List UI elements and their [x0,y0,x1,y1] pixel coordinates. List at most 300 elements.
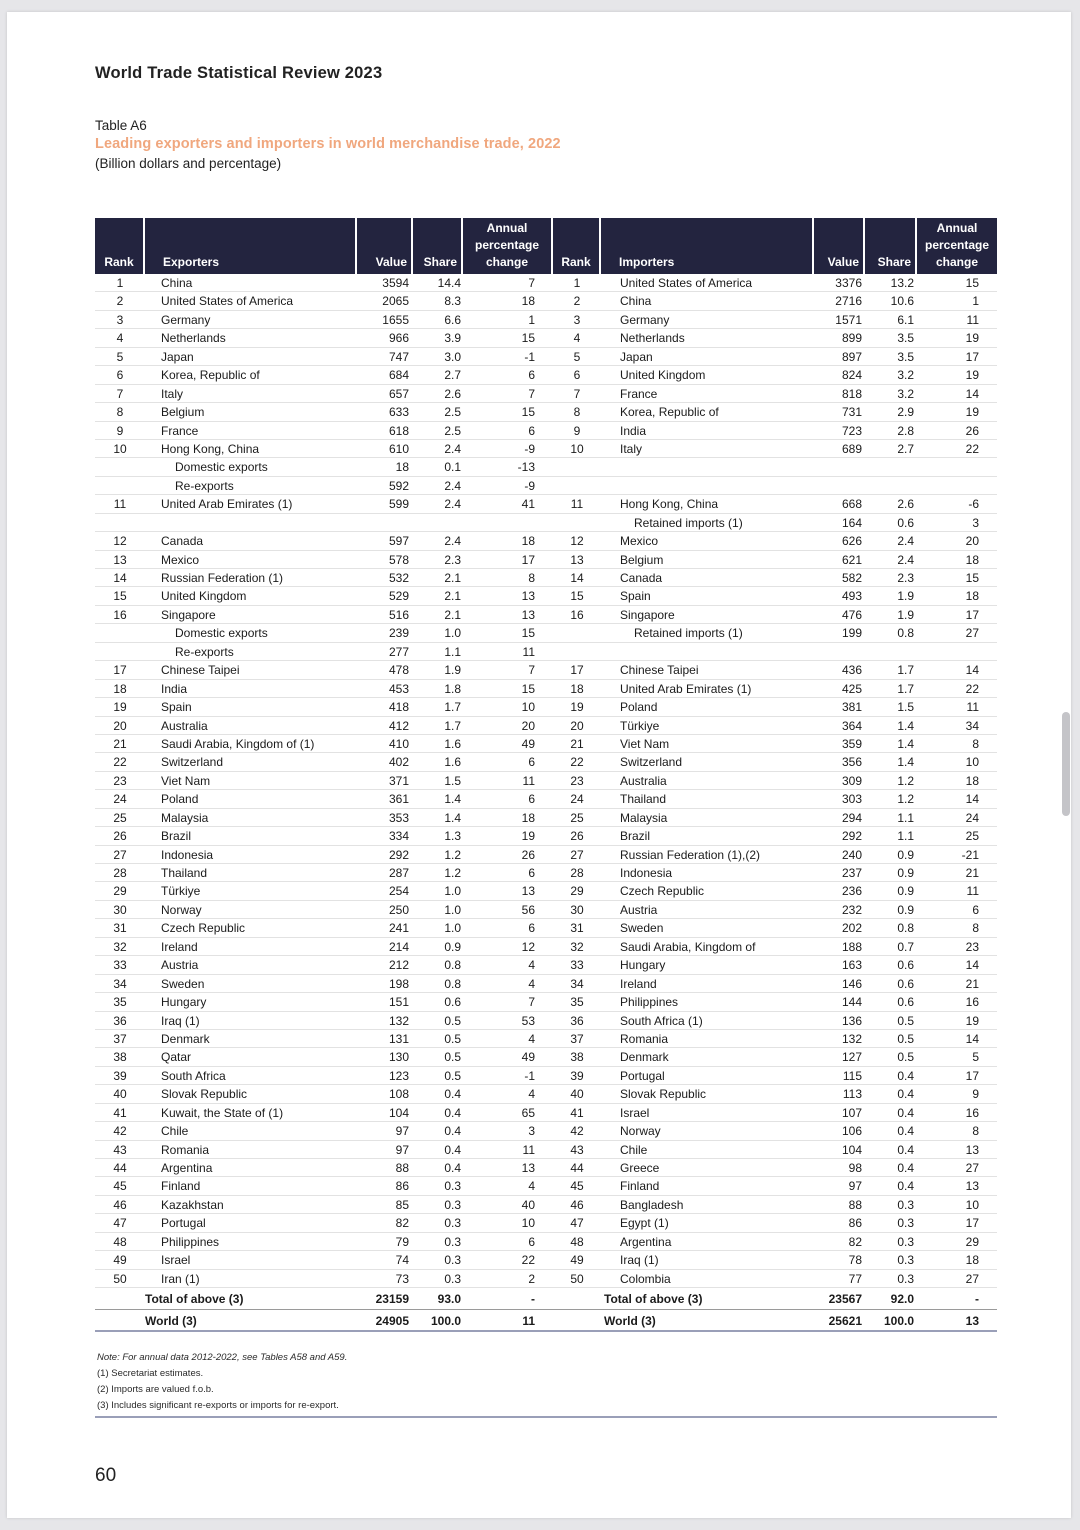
export-change: 11 [522,1142,535,1157]
import-value: 115 [842,1068,862,1083]
import-value: 199 [841,626,862,641]
table-row [95,514,997,532]
import-value: 292 [841,829,862,844]
import-value [813,643,862,661]
export-rank: 17 [113,663,127,678]
import-rank: 38 [570,1050,584,1065]
table-row [95,809,997,827]
table-row [95,348,997,366]
export-total-label: Total of above (3) [145,1292,244,1307]
exporter-name: Canada [161,534,204,549]
import-share: 1.7 [897,681,914,696]
import-change: 17 [965,1068,979,1083]
export-change: 4 [528,1179,535,1194]
export-value: 287 [388,866,409,880]
export-rank: 1 [116,276,124,290]
import-change: 17 [965,349,979,364]
import-value: 98 [848,1161,862,1175]
importer-name: Norway [620,1124,661,1139]
export-share: 1.4 [444,792,461,807]
table-row [95,827,997,845]
export-share: 1.6 [444,755,461,770]
export-share: 1.1 [444,644,461,659]
exporter-name: Kuwait, the State of (1) [161,1105,284,1120]
table-row [95,643,997,661]
import-share: 2.7 [897,441,914,456]
export-share: 0.4 [444,1124,461,1139]
exporter-name: Hungary [161,995,207,1010]
import-change: 18 [965,773,979,788]
export-rank [95,643,145,661]
table-row [95,993,997,1011]
export-value: 532 [388,571,409,585]
export-share: 2.6 [444,386,461,401]
export-value: 418 [388,700,409,715]
export-rank: 26 [113,829,127,844]
import-change: 19 [965,405,979,420]
import-rank: 48 [570,1234,584,1249]
export-change: 20 [521,718,535,733]
export-rank: 2 [116,294,124,309]
importer-name: Austria [620,902,658,917]
import-value: 582 [841,571,862,585]
export-share: 0.3 [444,1216,461,1231]
table-totals [95,1288,997,1332]
export-value: 198 [388,976,409,991]
import-change: 21 [965,976,979,991]
import-change: 11 [966,312,979,327]
header-exporters: Exporters [145,218,357,274]
document-title: World Trade Statistical Review 2023 [95,64,383,82]
export-rank: 29 [113,884,127,899]
import-change: 11 [966,884,979,899]
export-rank: 7 [116,386,124,401]
export-rank: 47 [113,1216,127,1231]
import-rank: 5 [573,349,581,364]
import-share: 1.4 [897,718,914,733]
export-share: 2.1 [444,607,461,622]
export-rank: 14 [113,571,127,585]
import-rank: 29 [570,884,584,899]
table-row [95,901,997,919]
import-share: 0.7 [897,939,914,954]
export-value: 108 [388,1087,409,1102]
export-change: 49 [521,736,535,751]
export-value: 250 [388,902,409,917]
export-rank: 6 [116,368,124,383]
import-value: 897 [841,349,862,364]
export-share: 2.1 [444,571,461,585]
exporter-name: Saudi Arabia, Kingdom of (1) [161,736,315,751]
export-share: 1.5 [444,773,461,788]
import-share: 0.6 [897,958,914,973]
importer-name: Malaysia [620,810,668,825]
export-rank: 15 [113,589,127,604]
importer-name: Colombia [620,1271,671,1286]
importer-name: Belgium [620,552,664,567]
table-row [95,717,997,735]
import-change: 14 [965,958,979,973]
export-total-label: World (3) [145,1314,197,1329]
export-share: 1.3 [444,829,461,844]
import-change: 15 [965,276,979,290]
importer-name: South Africa (1) [620,1013,703,1028]
table-row [95,1030,997,1048]
importer-name: Australia [620,773,667,788]
export-change: 4 [528,1031,535,1046]
importer-name: Hong Kong, China [620,497,719,512]
import-change: 14 [965,663,979,678]
exporter-name: United States of America [161,294,294,309]
table-row [95,477,997,495]
import-value: 164 [841,515,862,530]
table-row [95,1214,997,1232]
exporter-name: Kazakhstan [161,1197,224,1212]
header-rank-exporters: Rank [95,218,145,274]
import-share: 2.9 [897,405,914,420]
import-share: 1.7 [897,663,914,678]
import-rank: 35 [570,995,584,1010]
exporter-name: Portugal [161,1216,206,1231]
import-change: 17 [965,607,979,622]
export-value: 478 [388,663,409,678]
import-change: -6 [968,497,979,512]
importer-name: Argentina [620,1234,672,1249]
importer-name: Retained imports (1) [634,626,743,641]
exporter-name: Chile [161,1124,189,1139]
import-value: 364 [841,718,862,733]
export-rank: 43 [113,1142,127,1157]
export-rank: 13 [113,552,127,567]
note-line: (1) Secretariat estimates. [97,1368,204,1379]
export-value: 151 [388,995,409,1010]
export-value: 684 [388,368,409,383]
import-rank: 2 [573,294,581,309]
export-change: 7 [528,276,535,290]
export-share: 1.0 [444,921,461,936]
import-rank: 41 [570,1105,584,1120]
import-share: 3.5 [897,331,914,346]
importer-name: Denmark [620,1050,669,1065]
importer-name: Greece [620,1161,660,1175]
import-rank: 34 [570,976,584,991]
exporter-name: United Kingdom [161,589,247,604]
import-value: 106 [841,1124,862,1139]
export-value [357,514,409,532]
exporter-name: Switzerland [161,755,224,770]
export-rank: 38 [113,1050,127,1065]
import-change: 14 [965,386,979,401]
exporter-name: Netherlands [161,331,226,346]
import-value: 668 [841,497,862,512]
export-change: -9 [524,441,535,456]
export-rank: 5 [116,349,124,364]
importer-name: Retained imports (1) [634,515,743,530]
exporter-name: Malaysia [161,810,209,825]
page-number: 60 [95,1465,117,1486]
export-rank: 25 [113,810,127,825]
exporter-name: Sweden [161,976,205,991]
import-share: 1.9 [897,607,914,622]
table-row [95,458,997,476]
export-rank: 45 [113,1179,127,1194]
export-share: 1.7 [444,700,461,715]
import-change: 20 [965,534,979,549]
exporter-name: Spain [161,700,192,715]
exporter-name: Austria [161,958,199,973]
table-row [95,1122,997,1140]
exporter-name: Iraq (1) [161,1013,200,1028]
import-share: 0.9 [897,902,914,917]
export-total-value: 24905 [375,1314,409,1329]
table-row [95,1012,997,1030]
import-change: 25 [965,829,979,844]
import-rank [553,624,601,642]
exporter-name: Hong Kong, China [161,441,260,456]
export-value: 292 [388,847,409,862]
total-row [95,1288,997,1310]
table-row [95,1270,997,1288]
import-share: 0.3 [897,1216,914,1231]
import-share: 0.3 [897,1197,914,1212]
import-change: 13 [965,1179,979,1194]
export-value: 2065 [382,294,409,309]
import-share: 0.4 [897,1124,914,1139]
export-change: 11 [522,773,535,788]
import-share: 2.3 [897,571,914,585]
export-value: 599 [388,497,409,512]
export-share: 0.3 [444,1197,461,1212]
importer-name: Finland [620,1179,660,1194]
importer-name: Ireland [620,976,657,991]
import-rank: 44 [570,1161,584,1175]
exporter-name: China [161,276,193,290]
exporter-name: France [161,423,199,438]
import-share: 10.6 [890,294,914,309]
export-total-change: 11 [522,1314,535,1329]
export-change: 4 [528,958,535,973]
importer-name: Viet Nam [620,736,670,751]
exporter-name: Czech Republic [161,921,246,936]
export-change: 7 [528,386,535,401]
import-share: 0.6 [897,515,914,530]
export-rank: 36 [113,1013,127,1028]
header-value-importers: Value [814,218,865,274]
table-row [95,440,997,458]
import-rank: 33 [570,958,584,973]
export-share: 14.4 [437,276,461,290]
exporter-name: Japan [161,349,194,364]
import-rank: 45 [570,1179,584,1194]
export-share: 0.8 [444,976,461,991]
note-line: (3) Includes significant re-exports or imports for re-export. [97,1400,339,1411]
import-total-label: Total of above (3) [604,1292,703,1307]
export-rank: 46 [113,1197,127,1212]
table-row [95,1141,997,1159]
import-value: 202 [841,921,862,936]
import-share: 2.6 [897,497,914,512]
import-share: 1.4 [897,755,914,770]
export-value: 592 [388,478,409,493]
table-row [95,1159,997,1177]
import-rank: 46 [570,1197,584,1212]
import-rank: 11 [570,497,584,512]
export-share: 1.0 [444,626,461,641]
exporter-name: Poland [161,792,199,807]
importer-name: Germany [620,312,670,327]
import-rank [553,458,601,476]
import-share: 3.2 [897,368,914,383]
import-rank: 18 [570,681,584,696]
import-change: 34 [965,718,979,733]
table-row [95,292,997,310]
export-value: 597 [388,534,409,549]
import-change: 14 [965,792,979,807]
import-change: 18 [965,589,979,604]
import-value: 899 [841,331,862,346]
export-share [411,514,461,532]
import-rank: 4 [573,331,581,346]
export-rank [95,458,145,476]
import-change: 21 [965,866,979,880]
export-rank: 21 [113,736,127,751]
export-share: 1.6 [444,736,461,751]
import-change: 27 [965,626,979,641]
export-rank: 3 [116,312,124,327]
export-change [463,514,535,532]
importer-name: Japan [620,349,653,364]
export-change: 6 [528,1234,535,1249]
export-rank: 28 [113,866,127,880]
export-value: 97 [395,1124,409,1139]
import-rank: 16 [570,607,584,622]
exporter-name: Re-exports [175,478,234,493]
export-share: 2.7 [444,368,461,383]
export-change: -9 [524,478,535,493]
export-share: 2.4 [444,478,461,493]
import-change: 19 [965,331,979,346]
import-value: 436 [841,663,862,678]
export-value: 88 [395,1161,409,1175]
import-change: -21 [961,847,979,862]
export-change: 17 [521,552,535,567]
export-share: 6.6 [444,312,461,327]
export-change: 6 [528,921,535,936]
importer-name: Israel [620,1105,650,1120]
export-share: 2.1 [444,589,461,604]
export-value: 130 [388,1050,409,1065]
importer-name: France [620,386,658,401]
export-value: 241 [388,921,409,936]
importer-name: Bangladesh [620,1197,684,1212]
note-line: (2) Imports are valued f.o.b. [97,1384,214,1395]
scrollbar-thumb[interactable] [1062,712,1070,816]
export-rank: 32 [113,939,127,954]
table-title: Leading exporters and importers in world merchandise trade, 2022 [95,136,561,152]
export-change: 18 [521,534,535,549]
export-change: 65 [521,1105,535,1120]
importer-name: Chile [620,1142,648,1157]
export-value: 82 [395,1216,409,1231]
import-rank: 19 [570,700,584,715]
import-rank: 26 [570,829,584,844]
importer-name: United Kingdom [620,368,706,383]
export-share: 0.3 [444,1253,461,1268]
import-value: 97 [848,1179,862,1194]
import-share: 0.4 [897,1179,914,1194]
importer-name: Italy [620,441,643,456]
export-change: 15 [521,331,535,346]
import-value: 818 [841,386,862,401]
import-change: 18 [965,552,979,567]
import-value: 77 [848,1271,862,1286]
importer-name: Portugal [620,1068,665,1083]
export-change: 3 [528,1124,535,1139]
export-share: 2.4 [444,534,461,549]
export-total-change: - [531,1292,535,1307]
exporter-name: India [161,681,188,696]
export-value: 132 [388,1013,409,1028]
export-share: 2.3 [444,552,461,567]
exporter-name: Italy [161,386,184,401]
import-rank: 27 [570,847,584,862]
import-change: 8 [972,1124,979,1139]
header-share-exporters: Share [413,218,463,274]
export-value: 410 [388,736,409,751]
export-change: 6 [528,423,535,438]
importer-name: Spain [620,589,651,604]
import-share: 0.3 [897,1234,914,1249]
export-change: 41 [521,497,535,512]
export-rank [95,477,145,495]
table-row [95,753,997,771]
exporter-name: Domestic exports [175,460,268,475]
export-value: 966 [388,331,409,346]
import-share: 2.4 [897,534,914,549]
import-value: 1571 [835,312,862,327]
import-share: 1.2 [897,773,914,788]
import-share: 0.9 [897,847,914,862]
import-total-label: World (3) [604,1314,656,1329]
import-value: 3376 [835,276,862,290]
exporter-name: Ireland [161,939,198,954]
export-rank: 8 [116,405,124,420]
header-value-exporters: Value [357,218,413,274]
exporter-name: Thailand [161,866,208,880]
import-rank: 31 [570,921,584,936]
export-value: 618 [388,423,409,438]
export-value: 1655 [382,312,409,327]
import-share: 0.9 [897,866,914,880]
import-rank: 23 [570,773,584,788]
import-rank: 10 [570,441,584,456]
import-rank: 21 [570,736,584,751]
export-value: 79 [395,1234,409,1249]
importer-name: Switzerland [620,755,683,770]
export-change: 15 [521,405,535,420]
import-share: 1.2 [897,792,914,807]
import-share [864,477,914,495]
export-change: 13 [521,1161,535,1175]
export-rank: 48 [113,1234,127,1249]
export-change: 40 [521,1197,535,1212]
table-row [95,624,997,642]
importer-name: Iraq (1) [620,1253,659,1268]
export-value: 123 [388,1068,409,1083]
export-share: 0.4 [444,1142,461,1157]
import-total-share: 100.0 [883,1314,914,1329]
export-share: 1.4 [444,810,461,825]
